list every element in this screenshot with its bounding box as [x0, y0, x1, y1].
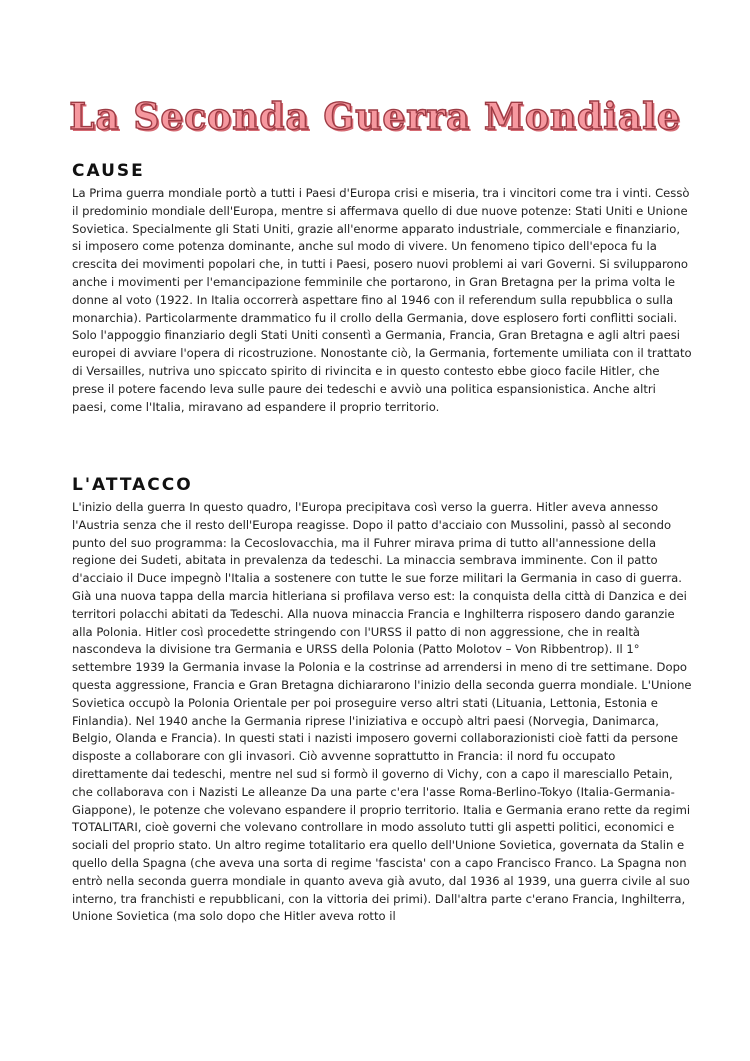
section-cause — [72, 161, 692, 416]
section-heading-cause: CAUSE — [72, 161, 145, 181]
section-heading-attacco: L'ATTACCO — [72, 475, 193, 495]
page-title: La Seconda Guerra Mondiale — [69, 96, 681, 138]
section-text-attacco: L'inizio della guerra In questo quadro, l'Europa precipitava così verso la guerra. Hitler aveva annesso l'Austria senza che il resto dell'Europa reagisse. Dopo il patto d'acciaio con Mussolini, passò al secondo punto del suo programma: la Cecoslovacchia, ma il Fuhrer mirava prima di tutto all'annessione della regione dei Sudeti, abitata in prevalenza da tedeschi. La minaccia sembrava imminente. Con il patto d'acciaio il Duce impegnò l'Italia a sostenere con tutte le sue forze militari la Germania in caso di guerra. Già una nuova tappa della marcia hitleriana si profilava verso est: la conquista della città di Danzica e dei territori polacchi abitati da Tedeschi. Alla nuova minaccia Francia e Inghilterra risposero dando garanzie alla Polonia. Hitler così procedette stringendo con l'URSS il patto di non aggressione, che in realtà nascondeva la divisione tra Germania e URSS della Polonia (Patto Molotov – Von Ribbentrop). Il 1° settembre 1939 la Germania invase la Polonia e la costrinse ad arrendersi in meno di tre settimane. Dopo questa aggressione, Francia e Gran Bretagna dichiararono l'inizio della seconda guerra mondiale. L'Unione Sovietica occupò la Polonia Orientale per poi proseguire verso altri stati (Lituania, Lettonia, Estonia e Finlandia). Nel 1940 anche la Germania riprese l'iniziativa e occupò altri paesi (Norvegia, Danimarca, Belgio, Olanda e Francia). In questi stati i nazisti imposero governi collaborazionisti cioè fatti da persone disposte a collaborare con gli invasori. Ciò avvenne soprattutto in Francia: il nord fu occupato direttamente dai tedeschi, mentre nel sud si formò il governo di Vichy, con a capo il maresciallo Petain, che collaborava con i Nazisti Le alleanze Da una parte c'era l'asse Roma-Berlino-Tokyo (Italia-Germania-Giappone), le potenze che volevano espandere il proprio territorio. Italia e Germania erano rette da regimi TOTALITARI, cioè governi che volevano controllare in modo assoluto tutti gli aspetti politici, economici e sociali del proprio stato. Un altro regime totalitario era quello dell'Unione Sovietica, governata da Stalin e quello della Spagna (che aveva una sorta di regime 'fascista' con a capo Francisco Franco. La Spagna non entrò nella seconda guerra mondiale in quanto aveva già avuto, dal 1936 al 1939, una guerra civile al suo interno, tra franchisti e repubblicani, con la vittoria dei primi). Dall'altra parte c'erano Francia, Inghilterra, Unione Sovietica (ma solo dopo che Hitler aveva rotto il — [72, 500, 692, 924]
section-attacco — [72, 475, 692, 926]
section-text-cause: La Prima guerra mondiale portò a tutti i Paesi d'Europa crisi e miseria, tra i vincitori come tra i vinti. Cessò il predominio mondiale dell'Europa, mentre si affermava quello di due nuove potenze: Stati Uniti e Unione Sovietica. Specialmente gli Stati Uniti, grazie all'enorme apparato industriale, commerciale e finanziario, si imposero come potenza dominante, anche sul modo di vivere. Un fenomeno tipico dell'epoca fu la crescita dei movimenti popolari che, in tutti i Paesi, posero nuovi problemi ai vari Governi. Si svilupparono anche i movimenti per l'emancipazione femminile che portarono, in Gran Bretagna per la prima volta le donne al voto (1922. In Italia occorrerà aspettare fino al 1946 con il referendum sulla repubblica o sulla monarchia). Particolarmente drammatico fu il crollo della Germania, dove esplosero forti conflitti sociali. Solo l'appoggio finanziario degli Stati Uniti consentì a Germania, Francia, Gran Bretagna e agli altri paesi europei di avviare l'opera di ricostruzione. Nonostante ciò, la Germania, fortemente umiliata con il trattato di Versailles, nutriva uno spiccato spirito di rivincita e in questo contesto ebbe gioco facile Hitler, che prese il potere facendo leva sulle paure dei tedeschi e avviò una politica espansionistica. Anche altri paesi, come l'Italia, miravano ad espandere il proprio territorio. — [72, 186, 692, 414]
